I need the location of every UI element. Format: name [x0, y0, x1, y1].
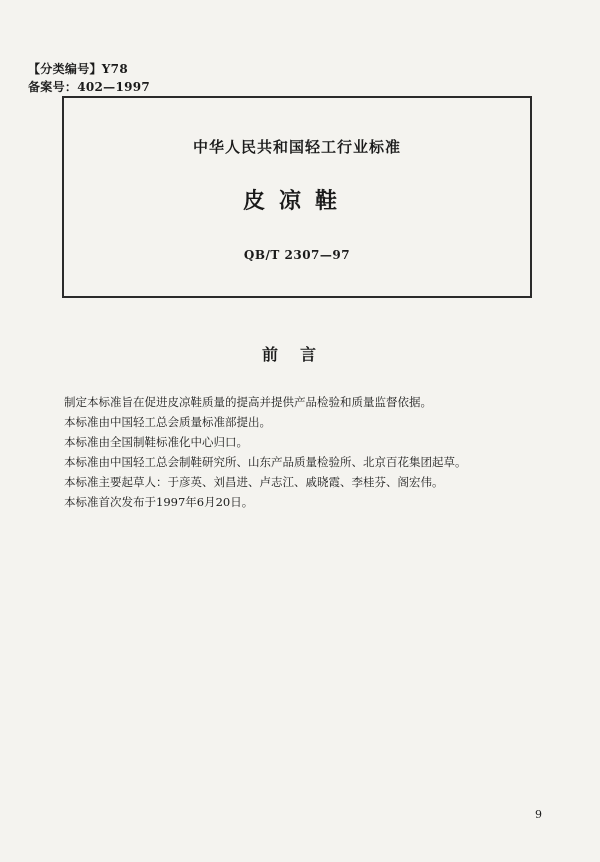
foreword-line: 本标准首次发布于1997年6月20日。 [64, 495, 254, 509]
foreword-line: 本标准由全国制鞋标准化中心归口。 [64, 435, 248, 449]
foreword-line: 本标准由中国轻工总会质量标准部提出。 [64, 415, 271, 429]
classification-code: 【分类编号】Y78 [28, 62, 128, 76]
foreword-body [64, 392, 544, 512]
foreword-line: 制定本标准旨在促进皮凉鞋质量的提高并提供产品检验和质量监督依据。 [64, 395, 432, 409]
foreword-heading: 前言 [261, 345, 338, 364]
foreword-line: 本标准由中国轻工总会制鞋研究所、山东产品质量检验所、北京百花集团起草。 [64, 455, 467, 469]
standard-organization: 中华人民共和国轻工行业标准 [192, 138, 401, 156]
standard-number: QB/T 2307—97 [243, 248, 351, 262]
standard-header-box [62, 96, 532, 298]
document-title: 皮凉鞋 [242, 189, 351, 214]
page-number: 9 [535, 808, 542, 821]
foreword-line: 本标准主要起草人：于彦英、刘昌进、卢志江、戚晓霞、李桂芬、阁宏伟。 [64, 475, 444, 489]
filing-number: 备案号：402—1997 [28, 80, 151, 94]
